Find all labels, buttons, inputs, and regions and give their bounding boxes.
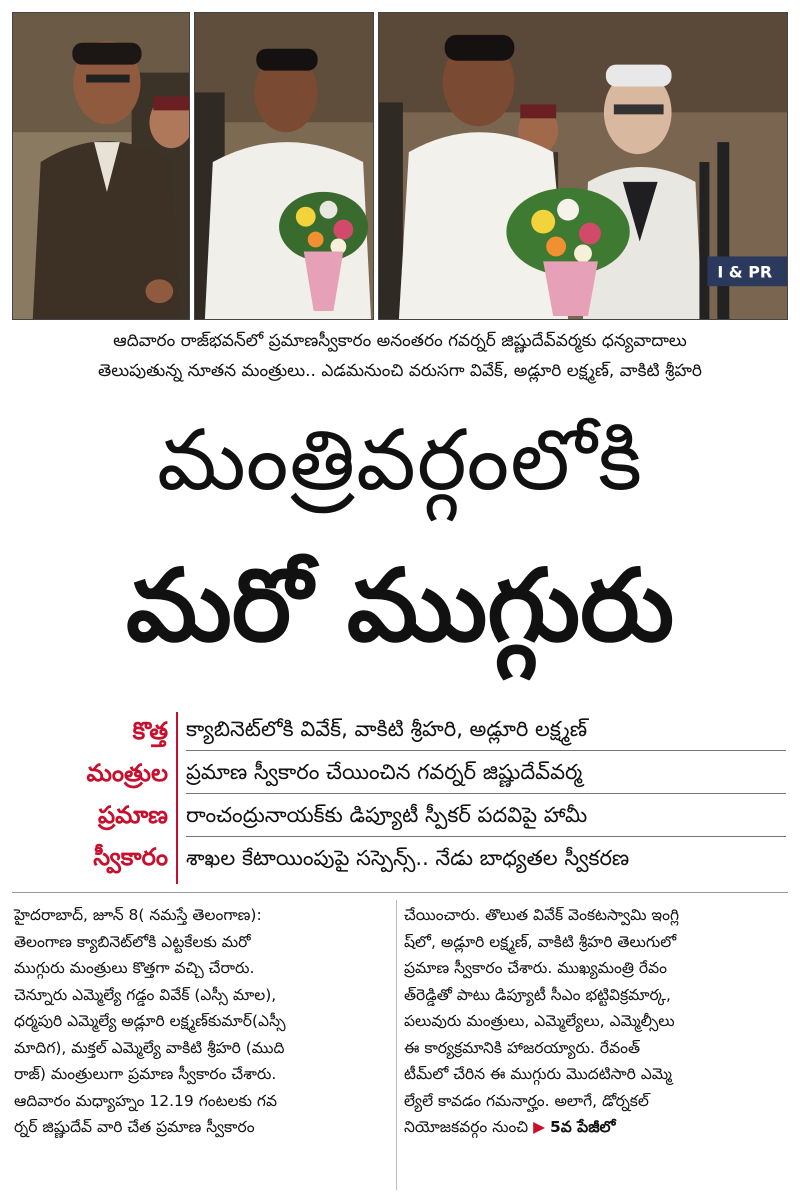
caption-line-2: తెలుపుతున్న నూతన మంత్రులు.. ఎడమనుంచి వరుసగా వివేక్, అడ్లూరి లక్ష్మణ్, వాకిటి శ్రీహరి	[97, 361, 702, 381]
article-column-1	[14, 902, 392, 1141]
article-line: ముగ్గురు మంత్రులు కొత్తగా వచ్చి చేరారు.	[14, 959, 255, 977]
article-column-2	[404, 902, 788, 1141]
article-line: చేయించారు. తొలుత వివేక్ వెంకటస్వామి ఇంగ్లి	[404, 906, 679, 924]
photo-minister-vivek	[12, 12, 190, 320]
article-line: నియోజకవర్గం నుంచి	[404, 1118, 529, 1136]
article-line: ర్నర్ జిష్ణుదేవ్ వారి చేత ప్రమాణ స్వీకారం	[14, 1118, 255, 1136]
kicker-line-2: మంత్రుల	[86, 759, 168, 787]
article-line: మాదిగ), మక్తల్ ఎమ్మెల్యే వాకిటి శ్రీహరి (ముది	[14, 1038, 285, 1057]
article-line: ధర్మపురి ఎమ్మెల్యే అడ్లూరి లక్ష్మణ్‌కుమార్(ఎస్సీ	[14, 1012, 286, 1030]
podium-sign: I & PR	[717, 262, 773, 282]
photo-minister-adluri-laxman	[194, 12, 374, 320]
article-line: హైదరాబాద్, జూన్ 8( నమస్తే తెలంగాణ):	[14, 906, 262, 924]
subhead-3: రాంచంద్రునాయక్‌కు డిప్యూటీ స్పీకర్ పదవిపై హామీ	[186, 794, 786, 837]
photo-minister-vakiti-srihari-with-governor	[378, 12, 788, 320]
photo-strip	[12, 12, 788, 320]
kicker-divider	[176, 712, 178, 884]
continued-arrow-icon: ▶	[533, 1118, 546, 1136]
kicker-line-4: స్వీకారం	[93, 843, 168, 871]
kicker-line-3: ప్రమాణ	[98, 801, 168, 829]
article-line: ప్రమాణ స్వీకారం చేశారు. ముఖ్యమంత్రి రేవం	[404, 959, 667, 977]
column-divider	[396, 900, 397, 1190]
subhead-2: ప్రమాణ స్వీకారం చేయించిన గవర్నర్ జిష్ణుదేవ్‌వర్మ	[186, 751, 786, 794]
body-divider	[12, 892, 788, 893]
article-line: ష్‌లో, అడ్లూరి లక్ష్మణ్, వాకిటి శ్రీహరి తెలుగులో	[404, 932, 677, 951]
article-line: టీమ్‌లో చేరిన ఈ ముగ్గురు మొదటిసారి ఎమ్మె	[404, 1065, 672, 1083]
headline-line-1: మంత్రివర్గంలోకి	[157, 411, 643, 509]
article-line: తెలంగాణ క్యాబినెట్‌లోకి ఎట్టకేలకు మరో	[14, 932, 251, 951]
caption-line-1: ఆదివారం రాజ్‌భవన్‌లో ప్రమాణస్వీకారం అనంతరం గవర్నర్ జిష్ణుదేవ్‌వర్మకు ధన్యవాదాలు	[113, 331, 687, 351]
article-line: చెన్నూరు ఎమ్మెల్యే గడ్డం వివేక్ (ఎస్సీ మాల),	[14, 985, 277, 1004]
kicker	[60, 710, 168, 878]
article-line: పలువురు మంత్రులు, ఎమ్మెల్యేలు, ఎమ్మెల్సీలు	[404, 1012, 675, 1030]
subhead-1: క్యాబినెట్‌లోకి వివేక్, వాకిటి శ్రీహరి, అడ్లూరి లక్ష్మణ్	[186, 708, 786, 751]
article-line: ఈ కార్యక్రమానికి హాజరయ్యారు. రేవంత్	[404, 1038, 641, 1057]
article-line-last	[404, 1114, 788, 1141]
kicker-line-1: కొత్త	[132, 717, 168, 745]
article-line: ల్యేలే కావడం గమనార్హం. అలాగే, డోర్నకల్	[404, 1091, 649, 1110]
article-line: త్‌రెడ్డితో పాటు డిప్యూటీ సీఎం భట్టివిక్రమార్క,	[404, 985, 671, 1004]
article-line: ఆదివారం మధ్యాహ్నం 12.19 గంటలకు గవ	[14, 1091, 277, 1110]
continued-on-page-link[interactable]: 5వ పేజీలో	[549, 1118, 616, 1136]
subhead-4: శాఖల కేటాయింపుపై సస్పెన్స్.. నేడు బాధ్యతల స్వీకరణ	[186, 846, 630, 870]
subheads	[186, 708, 786, 879]
photo-caption	[12, 326, 788, 386]
article-line: రాజ్) మంత్రులుగా ప్రమాణ స్వీకారం చేశారు.	[14, 1065, 277, 1083]
headline-line-2: మరో ముగ్గురు	[125, 547, 675, 664]
